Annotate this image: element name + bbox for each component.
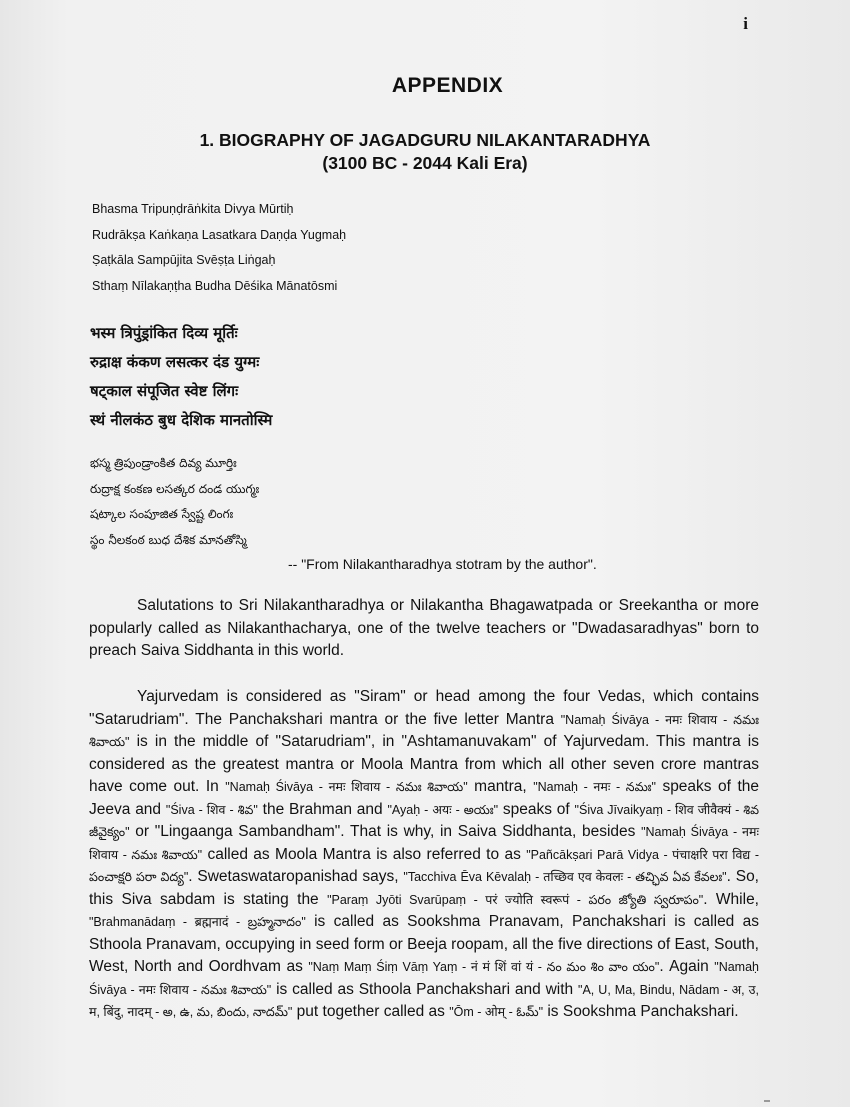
verse-line: రుద్రాక్ష కంకణ లసత్కర దండ యుగ్మః xyxy=(90,481,260,496)
paragraph-panchakshari xyxy=(89,686,759,1024)
mantra-term: "Ayaḥ - अयः - అయః" xyxy=(387,802,499,817)
text-run: speaks of xyxy=(498,800,575,818)
mantra-term: "Namaḥ Śivāya - नमः शिवाय - నమః శివాయ" xyxy=(89,825,759,862)
verse-line: षट्काल संपूजित स्वेष्ट लिंगः xyxy=(90,382,239,400)
verse-line: స్థం నీలకంఠ బుధ దేశిక మానతోస్మి xyxy=(90,532,247,547)
verse-devanagari xyxy=(90,319,272,435)
verse-line: Sthaṃ Nīlakaṇṭha Budha Dēśika Mānatōsmi xyxy=(92,278,338,293)
text-run: Yajurvedam is considered as "Siram" or head among the four Vedas, which contains "Satarudriam". The Panchakshari mantra or the five letter Mantra xyxy=(89,688,759,728)
text-run: . Swetaswataropanishad says, xyxy=(188,868,404,885)
mantra-term: "Namaḥ Śivāya - नमः शिवाय - నమః శివాయ" xyxy=(89,712,759,749)
text-run: speaks of the Jeeva and xyxy=(89,778,759,818)
verse-telugu xyxy=(90,451,259,553)
page-title: APPENDIX xyxy=(391,74,504,97)
text-run: the Brahman and xyxy=(257,800,388,818)
verse-transliteration xyxy=(92,197,346,299)
mantra-term: "Naṃ Maṃ Śiṃ Vāṃ Yaṃ - नं मं शिं वां यं - నం మం శిం వాం యం" xyxy=(308,960,660,974)
mantra-term: "Pañcākṣari Parā Vidya - पंचाक्षरि परा विद्य - పంచాక్షరి పరా విద్య" xyxy=(89,847,759,884)
text-run: . While, xyxy=(703,890,759,908)
text-run: . So, this Siva sabdam is stating the xyxy=(89,868,759,908)
section-heading-line-1: 1. BIOGRAPHY OF JAGADGURU NILAKANTARADHYA xyxy=(199,130,651,150)
mantra-term: "Paraṃ Jyōti Svarūpaṃ - परं ज्योति स्वरूपं - పరం జ్యోతి స్వరూపం" xyxy=(327,892,704,907)
verse-line: Rudrākṣa Kaṅkaṇa Lasatkara Daṇḍa Yugmaḥ xyxy=(92,227,347,242)
section-heading-line-2: (3100 BC - 2044 Kali Era) xyxy=(322,153,528,173)
verse-line: Bhasma Tripuṇḍrāṅkita Divya Mūrtiḥ xyxy=(92,202,294,216)
paragraph-intro xyxy=(89,595,759,663)
page-number: i xyxy=(743,14,748,33)
scan-mark xyxy=(764,1100,770,1102)
paragraph-text: Salutations to Sri Nilakantharadhya or Nilakantha Bhagawatpada or Sreekantha or more popularly called as Nilakanthacharya, one of the twelve teachers or "Dwadasaradhyas" born to preach Saiva Siddhanta in this world. xyxy=(89,597,759,659)
text-run: . Again xyxy=(659,958,715,975)
verse-attribution: -- "From Nilakantharadhya stotram by the author". xyxy=(288,556,597,572)
mantra-term: "Namaḥ Śivāya - नमः शिवाय - నమః శివాయ" xyxy=(89,960,759,997)
text-run: is called as Sthoola Panchakshari and with xyxy=(271,980,579,998)
mantra-term: "Śiva - शिव - శివ" xyxy=(165,802,258,817)
text-run: put together called as xyxy=(292,1003,450,1020)
paragraph-text xyxy=(89,686,759,1024)
verse-line: భస్మ త్రిపుండ్రాంకిత దివ్య మూర్తిః xyxy=(90,456,237,470)
text-run: is in the middle of "Satarudriam", in "Ashtamanuvakam" of Yajurvedam. This mantra is considered as the greatest mantra or Moola Mantra from which all other seven crore mantras have come out. In xyxy=(89,733,759,795)
text-run: is Sookshma Panchakshari. xyxy=(543,1003,739,1020)
mantra-term: "Namaḥ - नमः - నమః" xyxy=(533,780,656,794)
verse-line: रुद्राक्ष कंकण लसत्कर दंड युग्मः xyxy=(90,353,260,371)
mantra-term: "Tacchiva Ēva Kēvalaḥ - तच्छिव एव केवलः - తచ్ఛివ ఏవ కేవలః" xyxy=(403,870,727,884)
mantra-term: "Ōm - ओम् - ఓమ్" xyxy=(449,1005,544,1019)
section-heading xyxy=(0,129,850,175)
mantra-term: "A, U, Ma, Bindu, Nādam - अ, उ, म, बिंदु, नादम् - అ, ఉ, మ, బిందు, నాదమ్" xyxy=(89,982,759,1019)
verse-line: Ṣaṭkāla Sampūjita Svēṣṭa Liṅgaḥ xyxy=(92,253,276,267)
text-run: mantra, xyxy=(467,778,534,795)
verse-line: स्थं नीलकंठ बुध देशिक मानतोस्मि xyxy=(90,411,273,429)
text-run: is called as Sookshma Pranavam, Panchakshari is called as Sthoola Pranavam, occupying in seed form or Beeja roopam, all the five directions of East, South, West, North and Oordhvam as xyxy=(89,913,760,975)
mantra-term: "Namaḥ Śivāya - नमः शिवाय - నమః శివాయ" xyxy=(225,780,468,794)
mantra-term: "Brahmanādaṃ - ब्रह्मनादं - బ్రహ్మనాదం" xyxy=(89,915,306,929)
verse-line: షట్కాల సంపూజిత స్వేష్ట లింగః xyxy=(90,507,234,521)
verse-line: भस्म त्रिपुंड्रांकित दिव्य मूर्तिः xyxy=(90,324,238,342)
text-run: called as Moola Mantra is also referred to as xyxy=(202,845,527,863)
mantra-term: "Śiva Jīvaikyaṃ - शिव जीवैक्यं - శివ జీవైక్యం" xyxy=(89,802,760,839)
text-run: or "Lingaanga Sambandham". That is why, in Saiva Siddhanta, besides xyxy=(129,823,642,840)
